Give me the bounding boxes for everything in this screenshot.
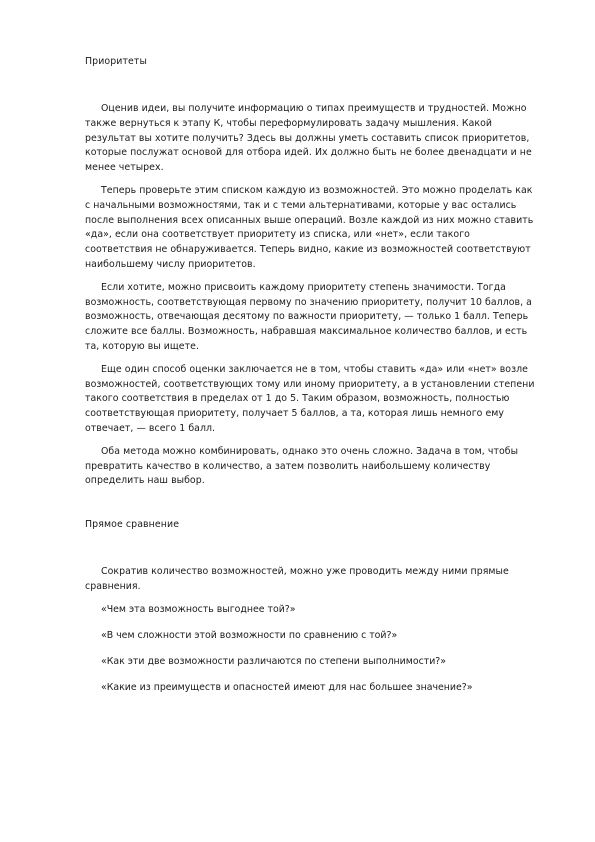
question-item: «Как эти две возможности различаются по степени выполнимости?» [101,655,447,667]
paragraph: Если хотите, можно присвоить каждому приоритету степень значимости. Тогда возможность, соответствующая первому по значению приоритету, получит 10 баллов, а возможность, отвечающая десятому по важности приоритету, — только 1 балл. Теперь сложите все баллы. Возможность, набравшая максимальное количество баллов, и есть та, которую вы ищете. [85,281,532,352]
paragraph-intro: Сократив количество возможностей, можно уже проводить между ними прямые сравнения. [85,566,509,592]
paragraph: Оценив идеи, вы получите информацию о типах преимуществ и трудностей. Можно также вернуться к этапу К, чтобы переформулировать задачу мышления. Какой результат вы хотите получить? Здесь вы должны уметь составить список приоритетов, которые послужат основой для отбора идей. Их должно быть не более двенадцати и не менее четырех. [85,103,532,174]
paragraph: Еще один способ оценки заключается не в том, чтобы ставить «да» или «нет» возле возможностей, соответствующих тому или иному приоритету, а в установлении степени такого соответствия в пределах от 1 до 5. Таким образом, возможность, полностью соответствующая приоритету, получает 5 баллов, а та, которая лишь немного ему отвечает, — всего 1 балл. [85,363,535,434]
question-item: «В чем сложности этой возможности по сравнению с той?» [101,629,398,641]
paragraph: Теперь проверьте этим списком каждую из возможностей. Это можно проделать как с начальными возможностями, так и с теми альтернативами, которые у вас остались после выполнения всех описанных выше операций. Возле каждой из них можно ставить «да», если она соответствует приоритету из списка, или «нет», если такого соответствия не обнаруживается. Теперь видно, какие из возможностей соответствуют наибольшему числу приоритетов. [85,184,534,270]
section-title-priorities: Приоритеты [85,56,147,67]
question-item: «Какие из преимуществ и опасностей имеют для нас большее значение?» [101,682,473,693]
paragraph: Оба метода можно комбинировать, однако это очень сложно. Задача в том, чтобы превратить качество в количество, а затем позволить наибольшему количеству определить наш выбор. [85,445,519,487]
section-title-direct-comparison: Прямое сравнение [85,519,180,531]
section-direct-comparison [85,519,535,696]
section-priorities [85,56,535,489]
question-item: «Чем эта возможность выгоднее той?» [101,603,296,615]
